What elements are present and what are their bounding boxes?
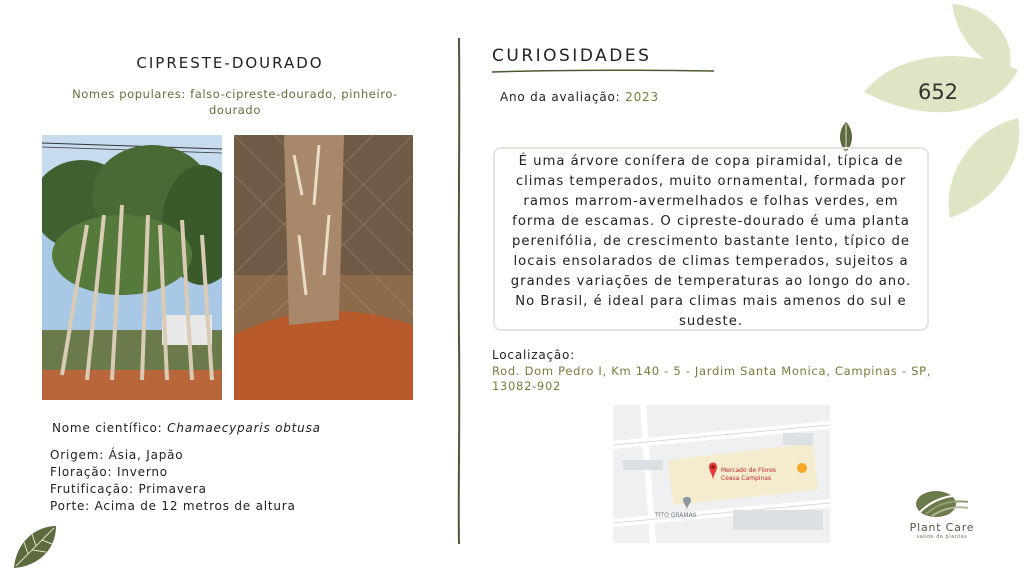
location-map[interactable]	[613, 405, 830, 543]
page-number-badge: 652	[917, 80, 959, 104]
location-label: Localização:	[492, 348, 576, 362]
popular-names: Nomes populares: falso-cipreste-dourado, pinheiro-dourado	[72, 87, 398, 117]
scientific-name-value: Chamaecyparis obtusa	[167, 421, 321, 435]
scientific-label: Nome científico:	[52, 421, 163, 435]
vertical-divider	[456, 38, 462, 544]
title-underline	[492, 68, 714, 74]
evaluation-year	[500, 90, 659, 104]
origin: Origem: Ásia, Japão	[50, 448, 184, 462]
scientific-name	[52, 421, 321, 435]
tree-photo	[42, 135, 222, 400]
flowering: Floração: Inverno	[50, 465, 168, 479]
map-secondary-label: TITO GRAMAS	[655, 512, 697, 519]
location-address[interactable]: Rod. Dom Pedro I, Km 140 - 5 - Jardim Santa Monica, Campinas - SP, 13082-902	[492, 364, 932, 393]
year-label: Ano da avaliação:	[500, 90, 621, 104]
map-place-label: Mercado de Flores Ceasa Campinas	[721, 467, 776, 482]
trunk-photo	[234, 135, 413, 400]
year-value: 2023	[625, 90, 659, 104]
plant-facts	[50, 447, 296, 515]
fruiting: Frutificação: Primavera	[50, 482, 207, 496]
curiosities-title: CURIOSIDADES	[492, 46, 652, 66]
decorative-leaf-bottom-left	[10, 522, 60, 570]
plant-title: CIPRESTE-DOURADO	[136, 54, 324, 72]
description-box: É uma árvore conífera de copa piramidal, típica de climas temperados, muito ornamental, formada por ramos marrom-avermelhados e folhas verdes, em forma de escamas. O cipreste-dourado é uma planta perenifólia, de crescimento bastante lento, típico de locais ensolarados de climas temperados, sujeitos a grandes variações de temperaturas ao longo do ano. No Brasil, é ideal para climas mais amenos do sul e sudeste.	[493, 147, 929, 331]
size: Porte: Acima de 12 metros de altura	[50, 499, 296, 513]
logo-tagline: saúde de plantas	[916, 534, 968, 540]
logo-name: Plant Care	[909, 521, 975, 534]
plant-care-logo-icon	[914, 488, 970, 520]
